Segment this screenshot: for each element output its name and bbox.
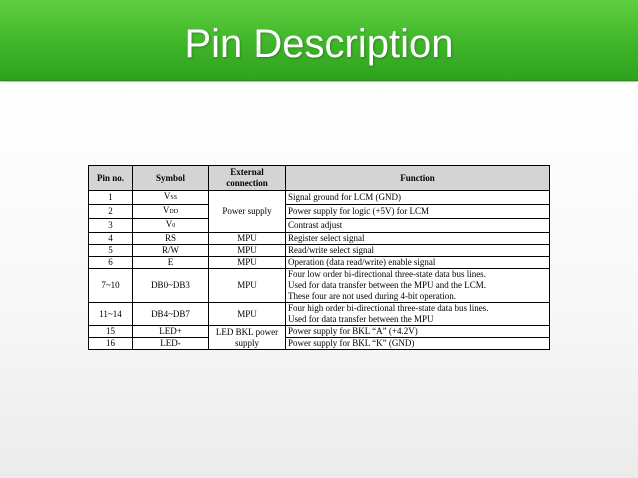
title-bar — [0, 0, 638, 81]
symbol-main: V — [162, 205, 170, 215]
symbol-cell — [133, 205, 209, 219]
pin-description-table — [88, 165, 550, 350]
function-cell: Read/write select signal — [286, 245, 550, 257]
table-row — [89, 233, 550, 245]
table-row — [89, 205, 550, 219]
header-external-connection: External connection — [209, 166, 286, 191]
table-row — [89, 191, 550, 205]
pin-cell: 7~10 — [89, 269, 133, 303]
table-row — [89, 269, 550, 303]
pin-cell: 11~14 — [89, 303, 133, 326]
table-header-row — [89, 166, 550, 191]
symbol-cell: R/W — [133, 245, 209, 257]
symbol-subscript: 0 — [172, 223, 176, 229]
pin-cell: 3 — [89, 219, 133, 233]
symbol-cell: DB0~DB3 — [133, 269, 209, 303]
function-cell: Contrast adjust — [286, 219, 550, 233]
symbol-subscript: DD — [169, 209, 179, 215]
external-connection-cell: MPU — [209, 269, 286, 303]
pin-cell: 5 — [89, 245, 133, 257]
symbol-cell: RS — [133, 233, 209, 245]
table-row — [89, 257, 550, 269]
external-connection-cell: MPU — [209, 233, 286, 245]
table-row — [89, 326, 550, 338]
external-connection-cell: LED BKL power supply — [209, 326, 286, 350]
symbol-subscript: SS — [170, 195, 178, 201]
header-symbol: Symbol — [133, 166, 209, 191]
external-connection-cell: MPU — [209, 303, 286, 326]
symbol-cell — [133, 191, 209, 205]
function-cell: Power supply for BKL “A” (+4.2V) — [286, 326, 550, 338]
table-row — [89, 303, 550, 326]
table-row — [89, 245, 550, 257]
function-cell: Signal ground for LCM (GND) — [286, 191, 550, 205]
external-connection-cell: MPU — [209, 257, 286, 269]
symbol-cell — [133, 219, 209, 233]
pin-cell: 1 — [89, 191, 133, 205]
pin-cell: 2 — [89, 205, 133, 219]
pin-cell: 15 — [89, 326, 133, 338]
symbol-cell: E — [133, 257, 209, 269]
external-connection-cell: Power supply — [209, 191, 286, 233]
header-pin-no: Pin no. — [89, 166, 133, 191]
external-connection-cell: MPU — [209, 245, 286, 257]
symbol-cell: LED+ — [133, 326, 209, 338]
table-row — [89, 219, 550, 233]
slide-title: Pin Description — [184, 22, 454, 66]
symbol-main: V — [163, 191, 171, 201]
pin-cell: 6 — [89, 257, 133, 269]
symbol-cell: LED- — [133, 338, 209, 350]
function-cell: Four low order bi-directional three-state data bus lines. Used for data transfer between the MPU and the LCM. These four are not used during 4-bit operation. — [286, 269, 550, 303]
pin-cell: 16 — [89, 338, 133, 350]
symbol-main: V — [165, 219, 173, 229]
pin-cell: 4 — [89, 233, 133, 245]
function-cell: Power supply for logic (+5V) for LCM — [286, 205, 550, 219]
function-cell: Operation (data read/write) enable signal — [286, 257, 550, 269]
header-function: Function — [286, 166, 550, 191]
table-row — [89, 338, 550, 350]
function-cell: Register select signal — [286, 233, 550, 245]
symbol-cell: DB4~DB7 — [133, 303, 209, 326]
function-cell: Power supply for BKL “K” (GND) — [286, 338, 550, 350]
function-cell: Four high order bi-directional three-state data bus lines. Used for data transfer between the MPU — [286, 303, 550, 326]
